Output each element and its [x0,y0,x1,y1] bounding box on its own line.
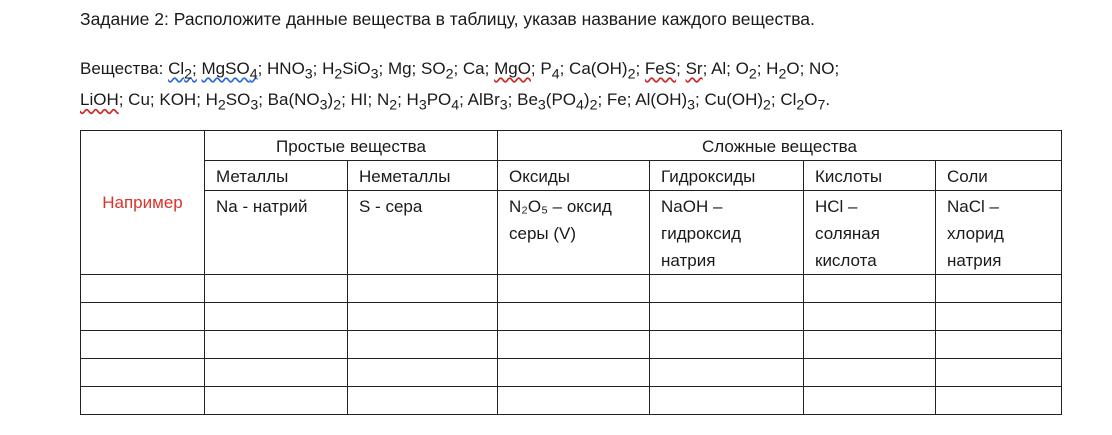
table-cell[interactable] [936,275,1062,303]
example-metal: Na - натрий [205,191,348,275]
table-cell[interactable] [498,387,650,415]
table-cell[interactable] [348,387,498,415]
simple-substances-header: Простые вещества [205,131,498,161]
table-cell[interactable] [205,359,348,387]
table-row [81,275,1062,303]
table-cell[interactable] [650,303,804,331]
table-cell[interactable] [936,303,1062,331]
table-cell[interactable] [804,275,936,303]
table-cell[interactable] [498,359,650,387]
table-cell[interactable] [936,359,1062,387]
table-cell[interactable] [205,275,348,303]
table-cell[interactable] [804,303,936,331]
table-cell[interactable] [348,303,498,331]
table-cell[interactable] [804,387,936,415]
table-cell[interactable] [348,359,498,387]
table-cell[interactable] [81,387,205,415]
task-title: Задание 2: Расположите данные вещества в таблицу, указав название каждого вещества. [80,9,815,29]
table-row [81,387,1062,415]
column-header-nonmetals: Неметаллы [348,161,498,191]
example-nonmetal: S - сера [348,191,498,275]
example-salt: NaCl – хлорид натрия [936,191,1062,275]
table-cell[interactable] [498,275,650,303]
table-cell[interactable] [205,303,348,331]
table-cell[interactable] [81,275,205,303]
table-row [81,331,1062,359]
table-row [81,303,1062,331]
table-cell[interactable] [205,331,348,359]
table-row [81,359,1062,387]
table-cell[interactable] [650,331,804,359]
column-header-oxides: Оксиды [498,161,650,191]
column-header-hydroxides: Гидроксиды [650,161,804,191]
column-header-salts: Соли [936,161,1062,191]
complex-substances-header: Сложные вещества [498,131,1062,161]
table-cell[interactable] [650,359,804,387]
table-cell[interactable] [348,331,498,359]
table-cell[interactable] [205,387,348,415]
substances-label: Вещества: [80,59,164,78]
table-cell[interactable] [348,275,498,303]
table-cell[interactable] [936,331,1062,359]
table-cell[interactable] [804,359,936,387]
example-hydroxide: NaOH – гидроксид натрия [650,191,804,275]
example-acid: HCl – соляная кислота [804,191,936,275]
column-header-acids: Кислоты [804,161,936,191]
example-oxide: N₂O₅ – оксид серы (V) [498,191,650,275]
table-cell[interactable] [804,331,936,359]
table-cell[interactable] [498,303,650,331]
example-row-label: Например [81,131,205,275]
table-cell[interactable] [81,359,205,387]
substances-table [80,130,1062,415]
column-header-metals: Металлы [205,161,348,191]
table-cell[interactable] [650,387,804,415]
table-cell[interactable] [498,331,650,359]
table-cell[interactable] [81,303,205,331]
table-cell[interactable] [936,387,1062,415]
table-cell[interactable] [650,275,804,303]
table-cell[interactable] [81,331,205,359]
substances-list: Вещества: $Cl_2$; MgSO$_4$; $HNO_3$; $H_2SiO_3$; Mg; $SO_2$; Ca; MgO; $P_4$; $Ca(OH)_2$; FeS; Sr; Al; $O_2$; $H_2O$; NO; LiOH; Cu; KOH; $H_2SO_3$; $Ba(NO_3)_2$; HI; $N_2$; $H_3PO_4$; AlBr$_3$; $Be_3(PO_4)_2$; Fe; $Al(OH)_3$; $Cu(OH)_2$; $Cl_2O_7$. [80,59,840,114]
